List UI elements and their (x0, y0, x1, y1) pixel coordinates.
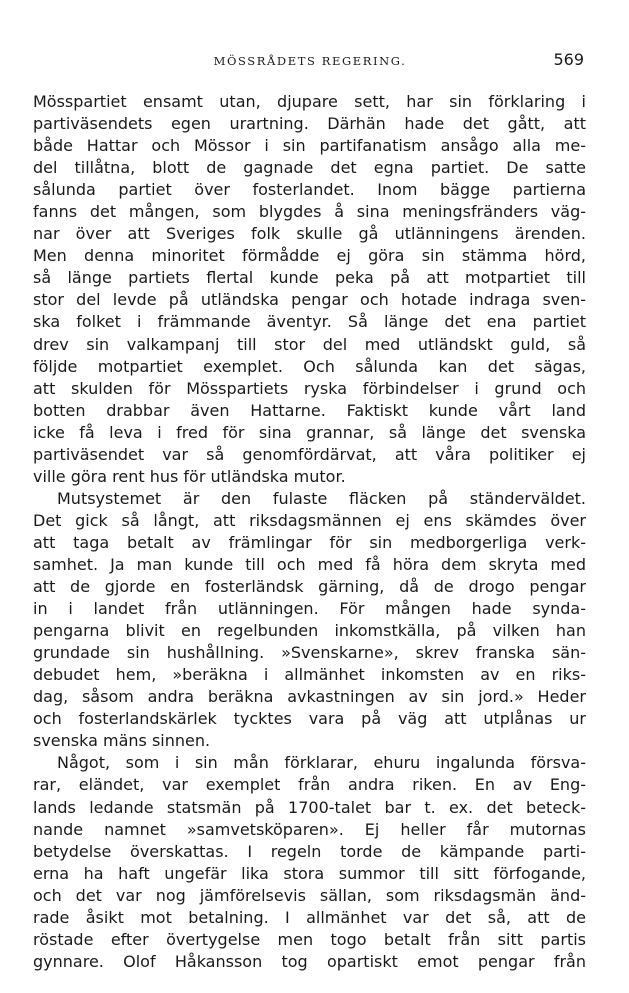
text-line: botten drabbar även Hattarne. Faktiskt kunde vårt land (33, 400, 586, 420)
text-line: att taga betalt av främlingar för sin medborgerliga verk- (33, 532, 586, 552)
text-line: debudet hem, »beräkna i allmänhet inkomsten av en riks- (33, 665, 586, 685)
text-line: in i landet från utlänningen. För mången hade synda- (33, 599, 586, 619)
text-line: att skulden för Mösspartiets ryska förbindelser i grund och (33, 378, 586, 398)
body-text (33, 91, 586, 973)
text-line: erna ha haft ungefär lika stora summor till sitt förfogande, (33, 863, 586, 883)
text-line: del tillåtna, blott de gagnade det egna partiet. De satte (33, 158, 586, 178)
text-line: Det gick så långt, att riksdagsmännen ej ens skämdes över (33, 510, 586, 530)
page-number: 569 (553, 50, 584, 69)
page-header (36, 50, 584, 74)
text-line: betydelse överskattas. I regeln torde de kämpande parti- (33, 841, 586, 861)
text-line: lands ledande statsmän på 1700-talet bar t. ex. det beteck- (33, 797, 586, 817)
text-line: Men denna minoritet förmådde ej göra sin stämma hörd, (33, 246, 586, 266)
text-line: sålunda partiet över fosterlandet. Inom bägge partierna (33, 180, 586, 200)
text-line: gynnare. Olof Håkansson tog opartiskt emot pengar från (33, 951, 586, 971)
text-line: icke få leva i fred för sina grannar, så länge det svenska (33, 422, 586, 442)
text-line: nar över att Sveriges folk skulle gå utlänningens ärenden. (33, 224, 586, 244)
text-line: röstade efter övertygelse men togo betalt från sitt partis (33, 929, 586, 949)
text-line: svenska mäns sinnen. (33, 731, 211, 751)
text-line: Något, som i sin mån förklarar, ehuru ingalunda försva- (57, 753, 586, 773)
text-line: samhet. Ja man kunde till och med få höra dem skryta med (33, 554, 586, 574)
text-line: stor del levde på utländska pengar och hotade indraga sven- (33, 290, 586, 310)
text-line: och fosterlandskärlek tycktes vara på väg att utplånas ur (33, 709, 586, 729)
text-line: grundade sin hushållning. »Svenskarne», skrev franska sän- (33, 643, 586, 663)
text-line: Mutsystemet är den fulaste fläcken på ständerväldet. (57, 488, 586, 508)
text-line: att de gjorde en fosterländsk gärning, då de drogo pengar (33, 577, 586, 597)
text-line: partiväsendets egen urartning. Därhän hade det gått, att (33, 114, 586, 134)
text-line: partiväsendet var så genomfördärvat, att våra politiker ej (33, 444, 586, 464)
text-line: nande namnet »samvetsköparen». Ej heller får mutornas (33, 819, 586, 839)
text-line: pengarna blivit en regelbunden inkomstkälla, på vilken han (33, 621, 586, 641)
text-line: ska folket i främmande äventyr. Så länge det ena partiet (33, 312, 586, 332)
text-line: och det var nog jämförelsevis sällan, som riksdagsmän änd- (33, 885, 586, 905)
running-title: MÖSSRÅDETS REGERING. (213, 54, 407, 68)
text-line: Mösspartiet ensamt utan, djupare sett, har sin förklaring i (33, 92, 586, 111)
text-line: så länge partiets flertal kunde peka på att motpartiet till (33, 268, 586, 288)
text-line: både Hattar och Mössor i sin partifanatism ansågo alla me- (33, 136, 586, 156)
text-line: följde motpartiet exemplet. Och sålunda kan det sägas, (33, 356, 586, 376)
text-line: rar, eländet, var exemplet från andra riken. En av Eng- (33, 775, 586, 795)
text-line: ville göra rent hus för utländska mutor. (33, 466, 346, 486)
text-line: dag, såsom andra beräkna avkastningen av sin jord.» Heder (33, 687, 586, 707)
text-line: fanns det mången, som blygdes å sina meningsfränders väg- (33, 202, 586, 222)
text-line: drev sin valkampanj till stor del med utländskt guld, så (33, 334, 586, 354)
text-line: rade åsikt mot betalning. I allmänhet var det så, att de (33, 907, 586, 927)
